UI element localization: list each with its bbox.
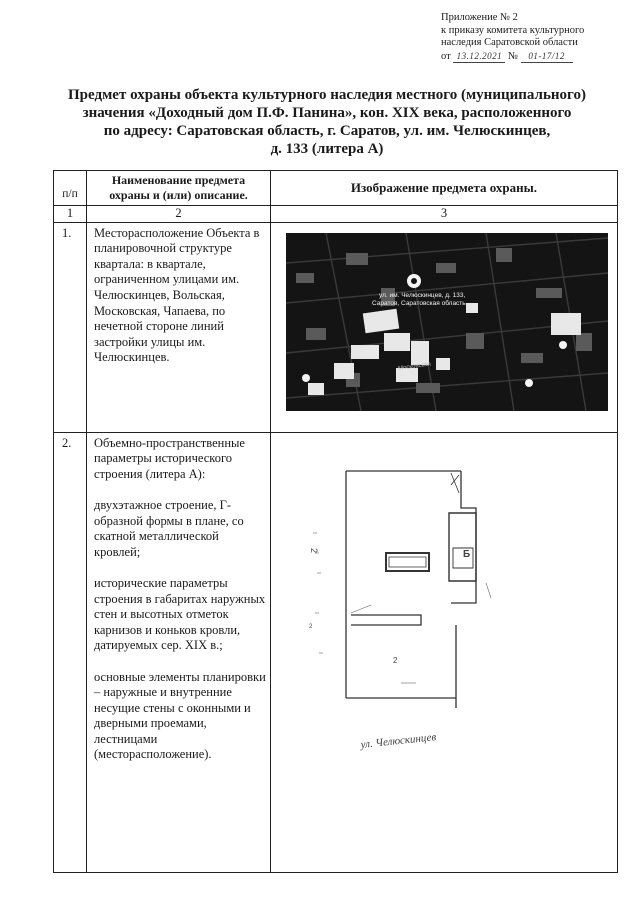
svg-text:2: 2 <box>309 623 313 630</box>
floor-plan-image <box>301 453 601 813</box>
title-line4: д. 133 (литера А) <box>270 141 384 157</box>
row-number: 2. <box>54 432 87 872</box>
map-street-label: Московская <box>397 361 432 372</box>
svg-text:2: 2 <box>393 655 398 665</box>
svg-text:2: 2 <box>309 547 319 553</box>
row-number: 1. <box>54 222 87 432</box>
header-number: п/п <box>54 171 87 206</box>
approval-block <box>441 12 631 63</box>
description-paragraph: основные элементы планировки – наружные и внутренние несущие стены с оконными и дверными проемами, лестницами (месторасположение). <box>94 669 266 762</box>
table-header-row <box>54 171 618 206</box>
row-image-cell <box>271 432 618 872</box>
header-description: Наименование предмета охраны и (или) описание. <box>87 171 271 206</box>
row-image-cell <box>271 222 618 432</box>
title-line1: Предмет охраны объекта культурного наследия местного (муниципального) <box>68 87 586 103</box>
number-value: 01-17/12 <box>521 50 573 64</box>
description-paragraph: двухэтажное строение, Г-образной формы в плане, со скатной металлической кровлей; <box>94 497 244 559</box>
header-image: Изображение предмета охраны. <box>271 171 618 206</box>
table-row <box>54 432 618 872</box>
description-paragraph: Месторасположение Объекта в планировочной структуре квартала: в квартале, ограниченном улицами им. Челюскинцев, Вольская, Московская, Чапаева, по нечетной стороне линий застройки улицы им. Челюскинцев. <box>94 225 260 365</box>
title-line3: по адресу: Саратовская область, г. Саратов, ул. им. Челюскинцев, <box>103 123 551 139</box>
satellite-map-image <box>286 233 608 411</box>
date-value: 13.12.2021 <box>453 50 505 64</box>
title-line2: значения «Доходный дом П.Ф. Панина», кон. XIX века, расположенного <box>82 105 572 121</box>
column-number-1: 1 <box>54 206 87 223</box>
svg-text:Б: Б <box>463 548 471 560</box>
map-address-label: ул. им. Челюскинцев, д. 133, <box>379 291 466 299</box>
table-row <box>54 222 618 432</box>
column-number-2: 2 <box>87 206 271 223</box>
description-paragraph: Объемно-пространственные параметры исторического строения (литера А): <box>94 435 245 481</box>
approval-line1: Приложение № 2 <box>441 12 518 23</box>
document-title <box>52 86 602 158</box>
column-number-3: 3 <box>271 206 618 223</box>
approval-date-line <box>441 50 631 64</box>
column-number-row <box>54 206 618 223</box>
row-description <box>87 432 271 872</box>
row-description <box>87 222 271 432</box>
description-paragraph: исторические параметры строения в габаритах наружных стен и высотных отметок карнизов и коньков кровли, датируемых сер. XIX в.; <box>94 575 266 653</box>
plan-street-label: ул. Челюскинцев <box>360 730 437 751</box>
protection-table <box>53 170 618 873</box>
number-prefix: № <box>507 50 518 62</box>
date-prefix: от <box>441 50 451 62</box>
approval-line3: наследия Саратовской области <box>441 37 578 48</box>
map-city-label: Саратов, Саратовская область <box>372 299 466 307</box>
approval-line2: к приказу комитета культурного <box>441 24 585 36</box>
